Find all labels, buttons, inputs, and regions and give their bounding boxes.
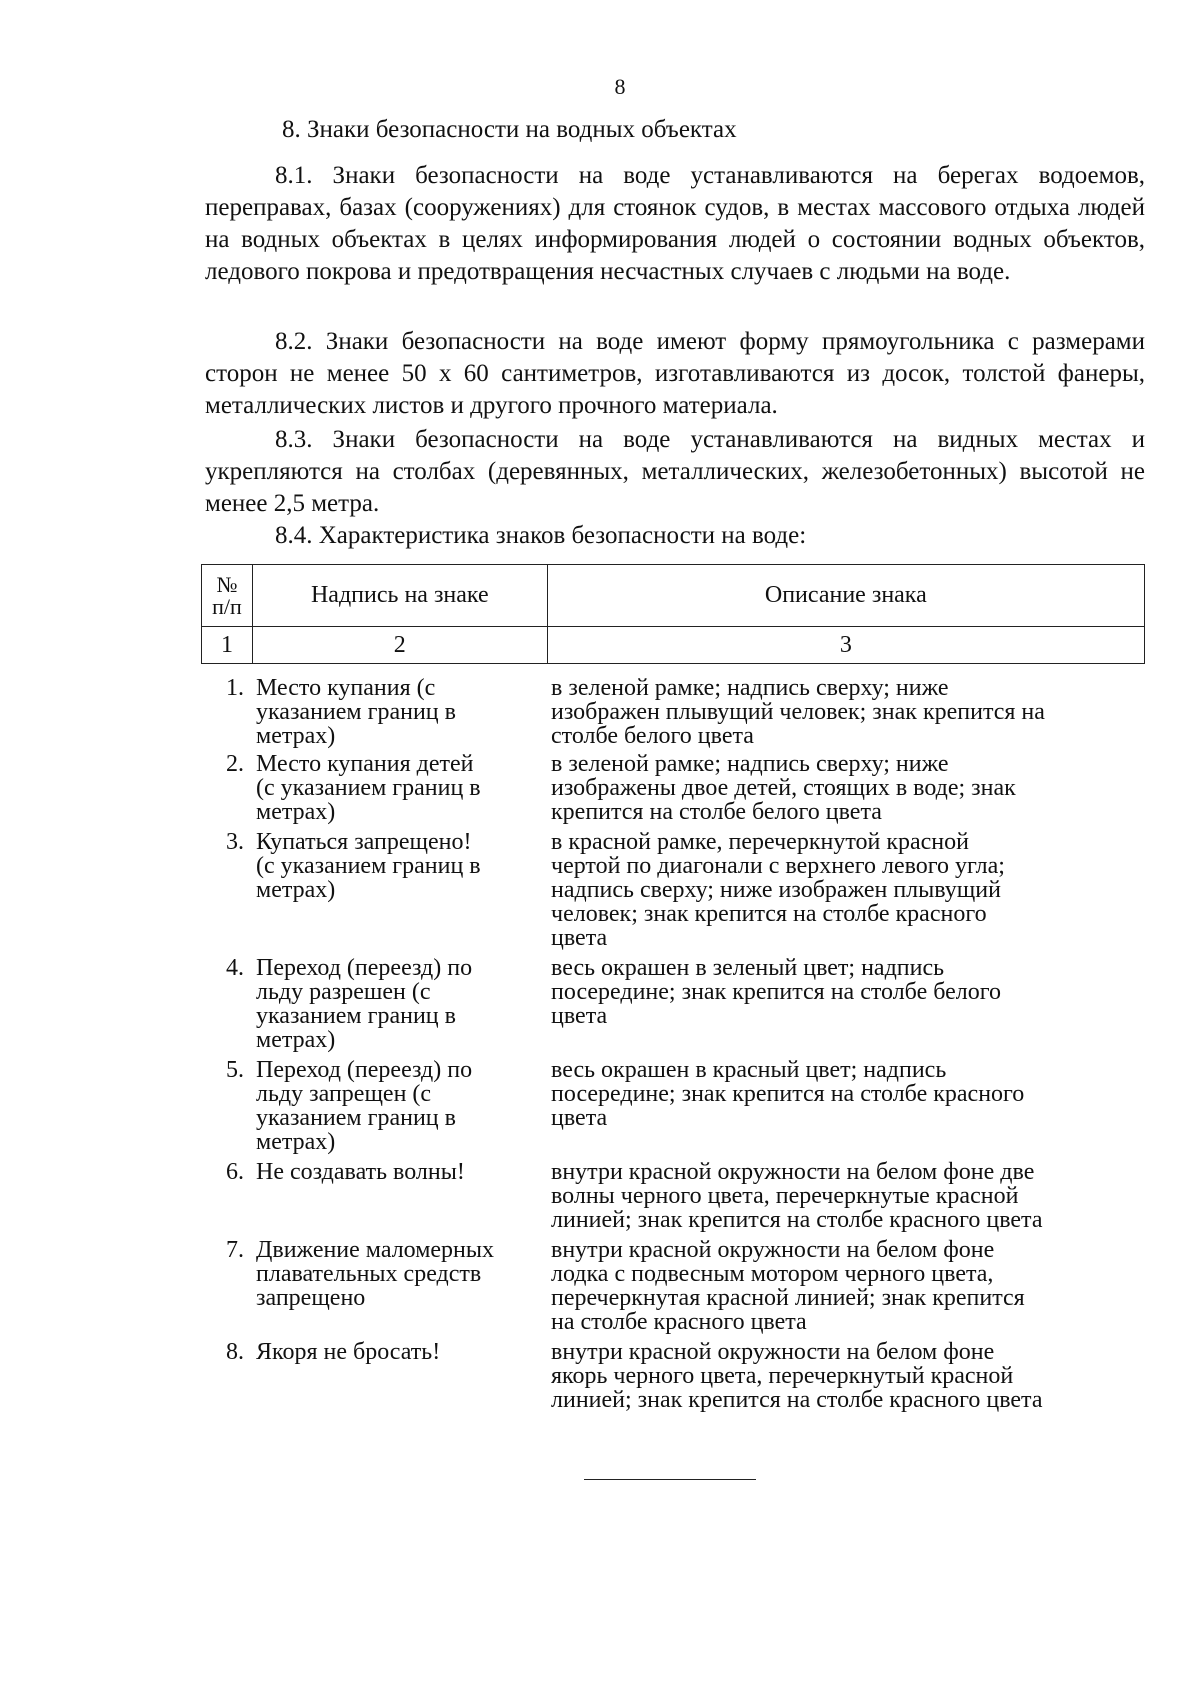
row-number: 5. [226,1057,244,1083]
description-line: цвета [551,1003,608,1029]
inscription-line: Не создавать волны! [256,1159,465,1185]
header-inscription: Надпись на знаке [252,565,547,627]
table-row [201,956,1145,1052]
inscription-line: Переход (переезд) по [256,955,473,981]
row-number: 4. [226,955,244,981]
end-divider [584,1479,756,1480]
row-number: 7. [226,1237,244,1263]
header-number-abbr: п/п [212,593,242,619]
header-number-sign: № [216,571,238,597]
description-line: в зеленой рамке; надпись сверху; ниже [551,751,949,777]
column-number-2: 2 [252,627,547,664]
description-line: человек; знак крепится на столбе красного [551,901,987,927]
row-number: 6. [226,1159,244,1185]
inscription-line: льду разрешен (с [256,979,431,1005]
inscription-line: метрах) [256,799,336,825]
description-line: надпись сверху; ниже изображен плывущий [551,877,1001,903]
description-line: весь окрашен в зеленый цвет; надпись [551,955,945,981]
row-inscription [252,1238,547,1334]
description-line: линией; знак крепится на столбе красного цвета [551,1207,1043,1233]
description-line: посередине; знак крепится на столбе белого [551,979,1001,1005]
inscription-line: плавательных средств [256,1261,482,1287]
row-number: 3. [226,829,244,855]
paragraph-8-3: 8.3. Знаки безопасности на воде устанавливаются на видных местах и укрепляются на столбах (деревянных, металлических, железобетонных) высотой не менее 2,5 метра. [205,426,1145,517]
inscription-line: указанием границ в [256,699,456,725]
inscription-line: льду запрещен (с [256,1081,432,1107]
description-line: изображены двое детей, стоящих в воде; знак [551,775,1016,801]
description-line: в красной рамке, перечеркнутой красной [551,829,969,855]
description-line: линией; знак крепится на столбе красного цвета [551,1387,1043,1413]
table-row [201,1058,1145,1154]
row-description [547,956,1145,1052]
row-inscription [252,1340,547,1412]
row-inscription [252,676,547,748]
description-line: посередине; знак крепится на столбе красного [551,1081,1025,1107]
row-number: 1. [226,675,244,701]
inscription-line: Переход (переезд) по [256,1057,473,1083]
header-row [202,565,1145,627]
table-row [201,1160,1145,1232]
description-line: внутри красной окружности на белом фоне [551,1237,995,1263]
signs-table-body [201,676,1145,1412]
inscription-line: указанием границ в [256,1105,456,1131]
inscription-line: указанием границ в [256,1003,456,1029]
description-line: перечеркнутая красной линией; знак крепится [551,1285,1025,1311]
column-number-3: 3 [547,627,1144,664]
paragraph-8-1: 8.1. Знаки безопасности на воде устанавливаются на берегах водоемов, переправах, базах (сооружениях) для стоянок судов, в местах массового отдыха людей на водных объектах в целях информирования людей о состоянии водных объектов, ледового покрова и предотвращения несчастных случаев с людьми на воде. [205,162,1145,285]
inscription-line: (с указанием границ в [256,853,481,879]
description-line: на столбе красного цвета [551,1309,807,1335]
inscription-line: Место купания детей [256,751,474,777]
row-inscription [252,1058,547,1154]
inscription-line: метрах) [256,723,336,749]
table-row [201,1238,1145,1334]
description-line: в зеленой рамке; надпись сверху; ниже [551,675,949,701]
page-number: 8 [614,74,626,99]
signs-table-header [201,564,1145,664]
description-line: столбе белого цвета [551,723,754,749]
description-line: весь окрашен в красный цвет; надпись [551,1057,947,1083]
description-line: лодка с подвесным мотором черного цвета, [551,1261,994,1287]
inscription-line: Место купания (с [256,675,436,701]
row-description [547,830,1145,950]
inscription-line: Движение маломерных [256,1237,495,1263]
row-description [547,1340,1145,1412]
table-row [201,752,1145,824]
inscription-line: метрах) [256,877,336,903]
description-line: внутри красной окружности на белом фоне две [551,1159,1035,1185]
table-row [201,1340,1145,1412]
table-row [201,830,1145,950]
description-line: крепится на столбе белого цвета [551,799,882,825]
row-number: 2. [226,751,244,777]
row-inscription [252,752,547,824]
column-number-1: 1 [202,627,253,664]
row-description [547,676,1145,748]
row-number: 8. [226,1339,244,1365]
description-line: изображен плывущий человек; знак крепится на [551,699,1045,725]
header-description: Описание знака [547,565,1144,627]
row-inscription [252,956,547,1052]
inscription-line: запрещено [256,1285,366,1311]
row-inscription [252,1160,547,1232]
column-number-row [202,627,1145,664]
inscription-line: (с указанием границ в [256,775,481,801]
section-title: 8. Знаки безопасности на водных объектах [282,116,737,143]
row-description [547,1238,1145,1334]
description-line: волны черного цвета, перечеркнутые красной [551,1183,1019,1209]
paragraph-8-2: 8.2. Знаки безопасности на воде имеют форму прямоугольника с размерами сторон не менее 50 х 60 сантиметров, изготавливаются из досок, толстой фанеры, металлических листов и другого прочного материала. [205,328,1145,419]
row-inscription [252,830,547,950]
inscription-line: метрах) [256,1027,336,1053]
inscription-line: метрах) [256,1129,336,1155]
paragraph-8-4: 8.4. Характеристика знаков безопасности на воде: [275,522,807,549]
row-description [547,1160,1145,1232]
description-line: цвета [551,925,608,951]
description-line: цвета [551,1105,608,1131]
table-row [201,676,1145,748]
description-line: якорь черного цвета, перечеркнутый красной [551,1363,1014,1389]
inscription-line: Якоря не бросать! [256,1339,441,1365]
header-number-cell [202,565,253,627]
row-description [547,752,1145,824]
inscription-line: Купаться запрещено! [256,829,472,855]
description-line: чертой по диагонали с верхнего левого угла; [551,853,1005,879]
description-line: внутри красной окружности на белом фоне [551,1339,995,1365]
row-description [547,1058,1145,1154]
